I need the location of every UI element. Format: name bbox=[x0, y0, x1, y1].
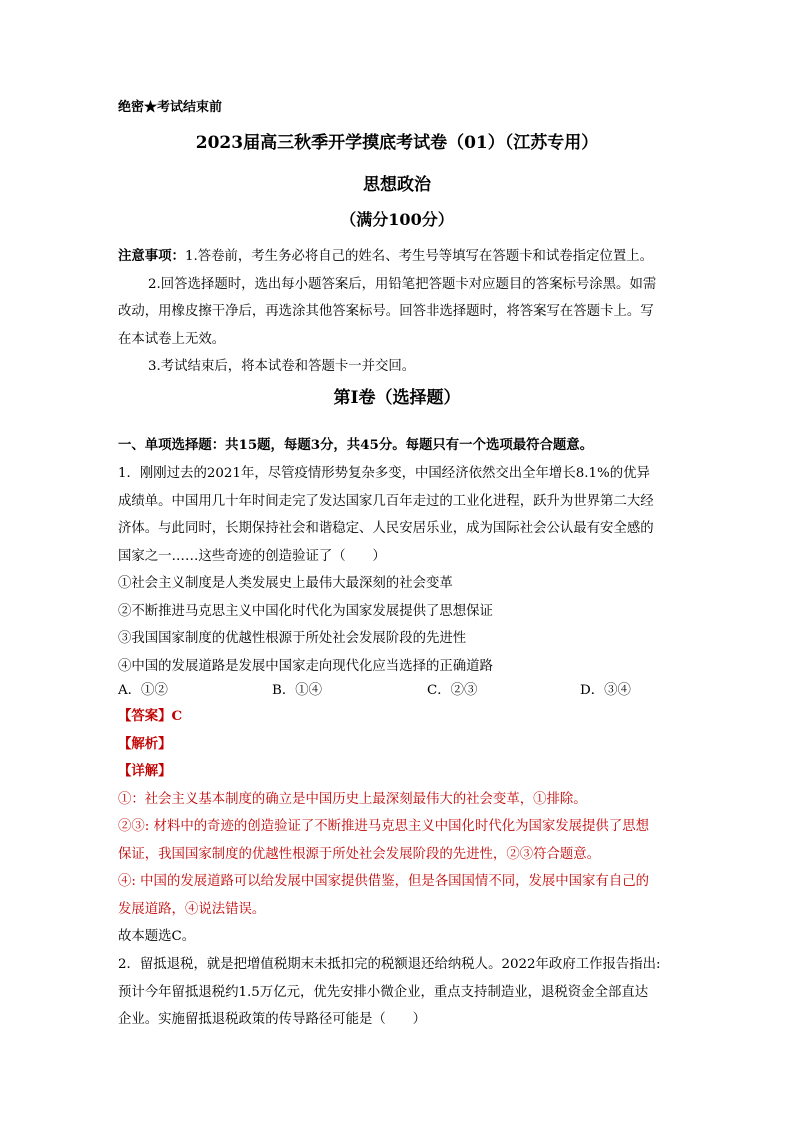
question-1-stem: 1．刚刚过去的2021年，尽管疫情形势复杂多变，中国经济依然交出全年增长8.1%的优异 bbox=[118, 466, 650, 481]
answer-label: 【答案】C bbox=[118, 708, 183, 724]
answer-block: 【答案】C 【解析】 【详解】 ①：社会主义基本制度的确立是中国历史上最深刻最伟大的社会变革，①排除。 ②③: 材料中的奇迹的创造验证了不断推进马克思主义中国化时代化为国家发展提供了思想 保证，我国国家制度的优越性根源于所处社会发展阶段的先进性，②③符合题意。 ④: 中国的发展道路可以给发展中国家提供借鉴，但是各国国情不同，发展中国家有自己的 发展道路，④说法错误。 故本题选C。 bbox=[118, 703, 649, 951]
detail-label: 【详解】 bbox=[118, 763, 172, 779]
question-1-options bbox=[118, 676, 688, 702]
volume-title: 第I卷（选择题） bbox=[333, 388, 461, 408]
question-2: 2．留抵退税，就是把增值税期末未抵扣完的税额退还给纳税人。2022年政府工作报告指出: 预计今年留抵退税约1.5万亿元，优先安排小微企业，重点支持制造业，退税资金全部直达 企业。实施留抵退税政策的传导路径可能是（ ） bbox=[118, 951, 688, 1034]
instruction-item-2-cont: 改动，用橡皮擦干净后，再选涂其他答案标号。回答非选择题时，将答案写在答题卡上。写 bbox=[118, 304, 654, 319]
statement-3: ③我国国家制度的优越性根源于所处社会发展阶段的先进性 bbox=[118, 631, 467, 646]
option-b: B．①④ bbox=[272, 683, 323, 698]
explanation-1: ①：社会主义基本制度的确立是中国历史上最深刻最伟大的社会变革，①排除。 bbox=[118, 791, 587, 807]
option-d: D．③④ bbox=[580, 683, 631, 698]
instruction-item-1: 注意事项：1.答卷前，考生务必将自己的姓名、考生号等填写在答题卡和试卷指定位置上。 bbox=[118, 248, 654, 264]
instruction-item-2: 2.回答选择题时，选出每小题答案后，用铅笔把答题卡对应题目的答案标号涂黑。如需 bbox=[148, 276, 657, 292]
conclusion: 故本题选C。 bbox=[118, 929, 196, 944]
analysis-label: 【解析】 bbox=[118, 735, 172, 752]
exam-title: 2023届高三秋季开学摸底考试卷（01）（江苏专用） bbox=[195, 133, 599, 153]
question-1: 1．刚刚过去的2021年，尽管疫情形势复杂多变，中国经济依然交出全年增长8.1%的优异 成绩单。中国用几十年时间走完了发达国家几百年走过的工业化进程，跃升为世界第二大经 济体。与此同时，长期保持社会和谐稳定、人民安居乐业，成为国际社会公认最有安全感的 国家之一……这些奇迹的创造验证了（ ） ①社会主义制度是人类发展史上最伟大最深刻的社会变革 ②不断推进马克思主义中国化时代化为国家发展提供了思想保证 ③我国国家制度的优越性根源于所处社会发展阶段的先进性 ④中国的发展道路是发展中国家走向现代化应当选择的正确道路 bbox=[118, 460, 688, 680]
statement-1: ①社会主义制度是人类发展史上最伟大最深刻的社会变革 bbox=[118, 576, 453, 591]
statement-2: ②不断推进马克思主义中国化时代化为国家发展提供了思想保证 bbox=[118, 603, 493, 619]
section-heading: 一、单项选择题：共15题，每题3分，共45分。每题只有一个选项最符合题意。 bbox=[118, 437, 594, 453]
explanation-3: ④: 中国的发展道路可以给发展中国家提供借鉴，但是各国国情不同，发展中国家有自己的 bbox=[118, 874, 649, 889]
subject-title: 思想政治 bbox=[363, 175, 431, 195]
question-2-stem: 2．留抵退税，就是把增值税期末未抵扣完的税额退还给纳税人。2022年政府工作报告指出: bbox=[118, 957, 661, 972]
instructions-label: 注意事项： bbox=[118, 248, 185, 264]
option-a: A．①② bbox=[118, 683, 168, 698]
instructions bbox=[118, 243, 688, 381]
full-score: （满分100分） bbox=[340, 210, 454, 229]
explanation-2: ②③: 材料中的奇迹的创造验证了不断推进马克思主义中国化时代化为国家发展提供了思想 bbox=[118, 819, 649, 834]
statement-4: ④中国的发展道路是发展中国家走向现代化应当选择的正确道路 bbox=[118, 658, 493, 674]
instruction-item-3: 3.考试结束后，将本试卷和答题卡一并交回。 bbox=[148, 359, 416, 374]
instruction-item-2-end: 在本试卷上无效。 bbox=[118, 331, 226, 347]
option-c: C．②③ bbox=[427, 683, 478, 698]
confidential-mark: 绝密★考试结束前 bbox=[118, 100, 223, 115]
